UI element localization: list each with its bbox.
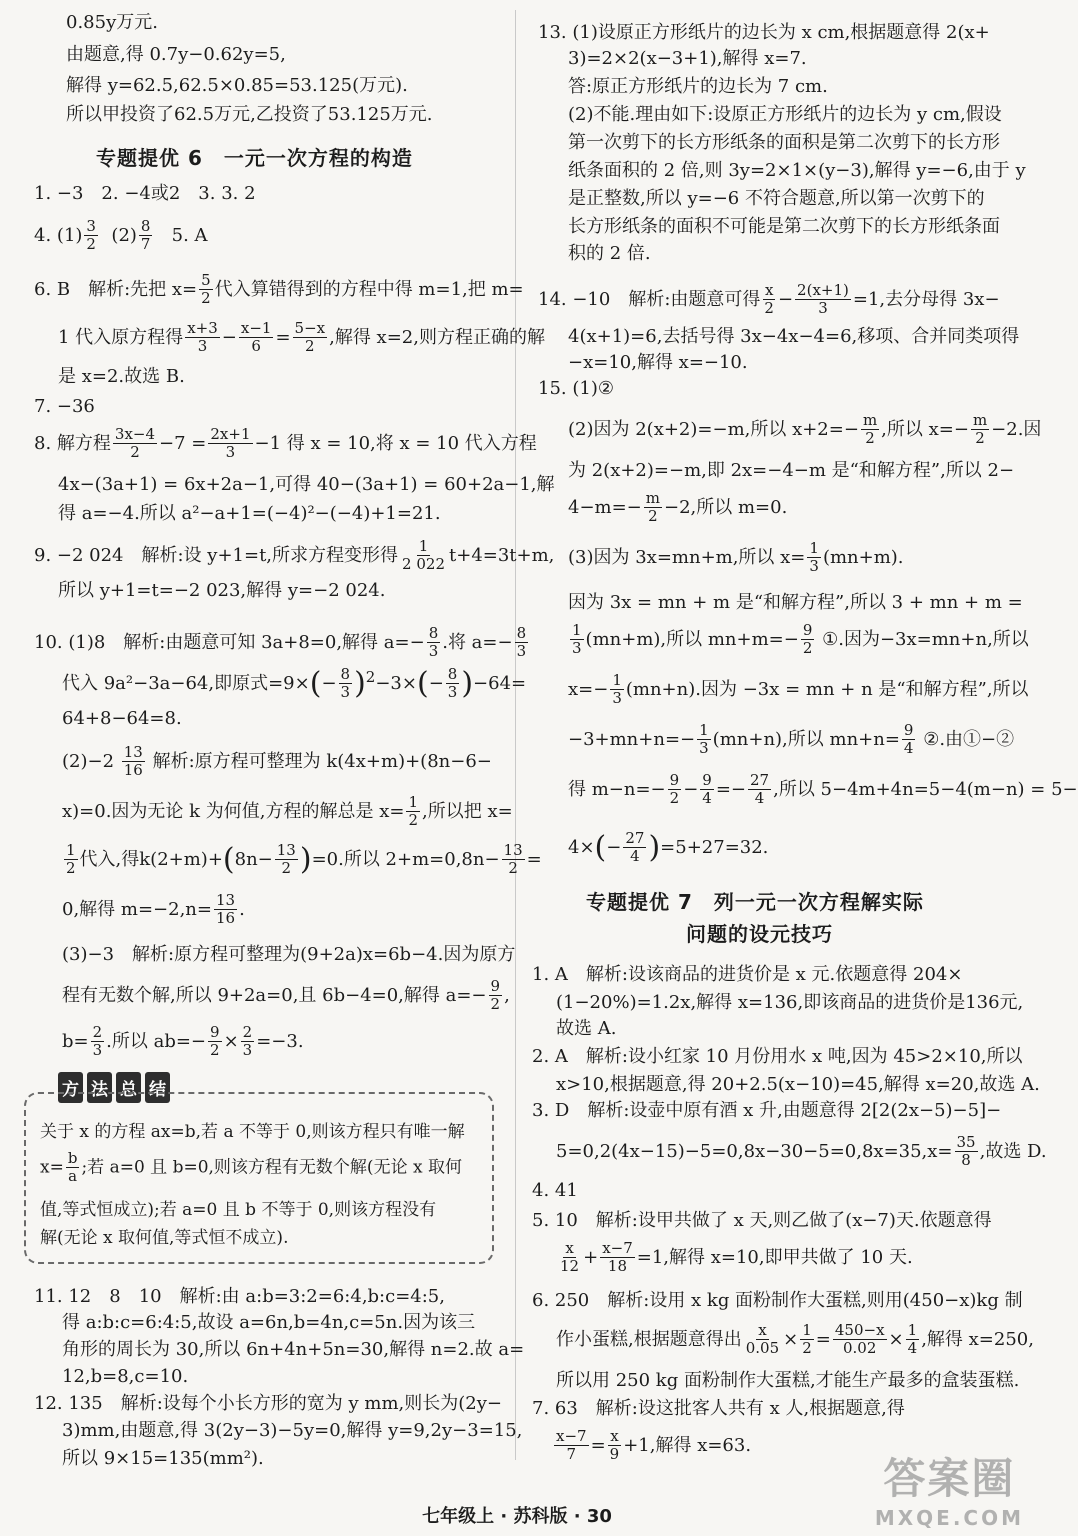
answer-15-part3-line6: 得 m−n=− $\frac{9}{2}$ − $\frac{9}{4}$ =− $\frac{27}{4}$ ,所以 5−4m+4n=5−4(m−n) = 5−	[568, 771, 1078, 808]
answer-1-3: 1. −3 2. −4或2 3. 3. 2	[34, 183, 256, 204]
text-line: 积的 2 倍.	[568, 243, 651, 264]
answer-11-line3: 角形的周长为 30,所以 6n+4n+5n=30,解得 n=2.故 a=	[62, 1339, 525, 1360]
text-line: 所以用 250 kg 面粉制作大蛋糕,才能生产最多的盒装蛋糕.	[556, 1370, 1020, 1391]
answer-8: 8. 解方程 $\frac{3x-4}{2}$ −7 = $\frac{2x+1}{3}$ −1 得 x = 10,将 x = 10 代入方程	[34, 425, 537, 462]
answer-15-part2: (2)因为 2(x+2)=−m,所以 x+2=− $\frac{m}{2}$ ,所以 x=− $\frac{m}{2}$ −2.因	[568, 411, 1042, 448]
answer-10-part2-line4: 0,解得 m=−2,n= $\frac{13}{16}$ .	[62, 891, 245, 928]
practice-6-line2: 作小蛋糕,根据题意得出 $\frac{x}{0.05}$ × $\frac{1}{2}$ = $\frac{450-x}{0.02}$ × $\frac{1}{4}$ ,解得 x=250,	[556, 1321, 1034, 1358]
answer-15-part3-line7: 4×(− $\frac{27}{4}$ )=5+27=32.	[568, 829, 769, 866]
section-6-title: 专题提优 6 一元一次方程的构造	[96, 146, 413, 170]
answer-8-line2: 4x−(3a+1) = 6x+2a−1,可得 40−(3a+1) = 60+2a−1,解	[58, 474, 555, 495]
text-line: 3)=2×2(x−3+1),解得 x=7.	[568, 48, 807, 69]
answer-6-line3: 是 x=2.故选 B.	[58, 366, 185, 387]
practice-7: 7. 63 解析:设这批客人共有 x 人,根据题意,得	[532, 1398, 905, 1419]
text-line: x>10,根据题意,得 20+2.5(x−10)=45,解得 x=20,故选 A.	[556, 1074, 1040, 1095]
answer-15-part2-line3: 4−m=− $\frac{m}{2}$ −2,所以 m=0.	[568, 489, 788, 526]
text-line: (2)不能.理由如下:设原正方形纸片的边长为 y cm,假设	[568, 104, 1002, 125]
answer-15-part3-line3: $\frac{1}{3}$ (mn+m),所以 mn+m=− $\frac{9}{2}$ ①.因为−3x=mn+n,所以	[572, 621, 1029, 658]
text-line: 是正整数,所以 y=−6 不符合题意,所以第一次剪下的	[568, 188, 985, 209]
text-line: 所以甲投资了62.5万元,乙投资了53.125万元.	[66, 104, 433, 125]
answer-7: 7. −36	[34, 396, 95, 417]
text-line: 答:原正方形纸片的边长为 7 cm.	[568, 76, 828, 97]
practice-4: 4. 41	[532, 1180, 578, 1201]
practice-6: 6. 250 解析:设用 x kg 面粉制作大蛋糕,则用(450−x)kg 制	[532, 1290, 1023, 1311]
method-summary-tag: 方 法 总 结	[58, 1072, 170, 1103]
answer-11-line4: 12,b=8,c=10.	[62, 1366, 189, 1387]
text-line: (1−20%)=1.2x,解得 x=136,即该商品的进货价是136元,	[556, 992, 1024, 1013]
practice-3: 3. D 解析:设壶中原有酒 x 升,由题意得 2[2(2x−5)−5]−	[532, 1100, 1002, 1121]
summary-line: 关于 x 的方程 ax=b,若 a 不等于 0,则该方程只有唯一解	[40, 1122, 465, 1142]
summary-line: x= $\frac{b}{a}$ ;若 a=0 且 b=0,则该方程有无数个解(无论 x 取何	[40, 1149, 462, 1186]
answer-8-line3: 得 a=−4.所以 a²−a+1=(−4)²−(−4)+1=21.	[58, 503, 441, 524]
text-line: −x=10,解得 x=−10.	[568, 352, 748, 373]
practice-7-line2: $\frac{x-7}{7}$ = $\frac{x}{9}$ +1,解得 x=63.	[556, 1427, 752, 1464]
answer-12-line3: 所以 9×15=135(mm²).	[62, 1448, 264, 1469]
summary-line: 解(无论 x 取何值,等式恒不成立).	[40, 1228, 289, 1248]
text-line: 故选 A.	[556, 1018, 617, 1039]
text-line: 由题意,得 0.7y−0.62y=5,	[66, 44, 286, 65]
practice-5: 5. 10 解析:设甲共做了 x 天,则乙做了(x−7)天.依题意得	[532, 1210, 992, 1231]
summary-line: 值,等式恒成立);若 a=0 且 b 不等于 0,则该方程没有	[40, 1200, 437, 1220]
answer-10-part3-line2: 程有无数个解,所以 9+2a=0,且 6b−4=0,解得 a=− $\frac{9}{2}$ ,	[62, 977, 510, 1014]
answer-15-part3-line4: x=− $\frac{1}{3}$ (mn+n).因为 −3x = mn + n 是“和解方程”,所以	[568, 671, 1029, 708]
answer-6-line2: 1 代入原方程得 $\frac{x+3}{3}$ − $\frac{x-1}{6}$ = $\frac{5-x}{2}$ ,解得 x=2,则方程正确的解	[58, 319, 545, 356]
answer-10-part2-line3: $\frac{1}{2}$ 代入,得k(2+m)+(8n− $\frac{13}{2}$ )=0.所以 2+m=0,8n− $\frac{13}{2}$ =	[66, 841, 542, 878]
answer-6: 6. B 解析:先把 x= $\frac{5}{2}$ 代入算错得到的方程中得 m=1,把 m=	[34, 271, 524, 308]
page-footer: 七年级上 · 苏科版 · 30	[422, 1506, 612, 1527]
answer-4-5: 4. (1) $\frac{3}{2}$ (2) $\frac{8}{7}$ 5. A	[34, 217, 208, 254]
answer-9: 9. −2 024 解析:设 y+1=t,所求方程变形得 $\frac{1}{2 022}$ t+4=3t+m,	[34, 537, 555, 574]
answer-10-part2-line2: x)=0.因为无论 k 为何值,方程的解总是 x= $\frac{1}{2}$ ,所以把 x=	[62, 793, 513, 830]
section-7-title-line2: 问题的设元技巧	[686, 922, 833, 946]
text-line: 第一次剪下的长方形纸条的面积是第二次剪下的长方形	[568, 132, 1000, 153]
practice-5-line2: $\frac{x}{12}$ + $\frac{x-7}{18}$ =1,解得 x=10,即甲共做了 10 天.	[560, 1239, 913, 1276]
answer-14: 14. −10 解析:由题意可得 $\frac{x}{2}$ − $\frac{2(x+1)}{3}$ =1,去分母得 3x−	[538, 281, 1000, 318]
section-7-title: 专题提优 7 列一元一次方程解实际	[586, 890, 924, 914]
column-divider	[515, 10, 516, 1460]
answer-12: 12. 135 解析:设每个小长方形的宽为 y mm,则长为(2y−	[34, 1393, 502, 1414]
answer-15-part3: (3)因为 3x=mn+m,所以 x= $\frac{1}{3}$ (mn+m).	[568, 539, 904, 576]
text-line: 长方形纸条的面积不可能是第二次剪下的长方形纸条面	[568, 216, 1000, 237]
answer-10-part3: (3)−3 解析:原方程可整理为(9+2a)x=6b−4.因为原方	[62, 944, 516, 965]
answer-10-part2: (2)−2 $\frac{13}{16}$ 解析:原方程可整理为 k(4x+m)+(8n−6−	[62, 743, 492, 780]
answer-12-line2: 3)mm,由题意,得 3(2y−3)−5y=0,解得 y=9,2y−3=15,	[62, 1420, 523, 1441]
answer-10: 10. (1)8 解析:由题意可知 3a+8=0,解得 a=− $\frac{8}{3}$ .将 a=− $\frac{8}{3}$	[34, 624, 527, 661]
answer-9-line2: 所以 y+1=t=−2 023,解得 y=−2 024.	[58, 580, 386, 601]
answer-15: 15. (1)②	[538, 378, 614, 399]
watermark-logo: 答案圈 MXQE.COM	[874, 1454, 1024, 1530]
text-line: 解得 y=62.5,62.5×0.85=53.125(万元).	[66, 75, 408, 96]
practice-3-line2: 5=0,2(4x−15)−5=0,8x−30−5=0,8x=35,x= $\frac{35}{8}$ ,故选 D.	[556, 1133, 1047, 1170]
answer-13: 13. (1)设原正方形纸片的边长为 x cm,根据题意得 2(x+	[538, 22, 990, 43]
answer-11-line2: 得 a:b:c=6:4:5,故设 a=6n,b=4n,c=5n.因为该三	[62, 1312, 476, 1333]
answer-10-line2: 代入 9a²−3a−64,即原式=9×(− $\frac{8}{3}$ )$^2$−3×(− $\frac{8}{3}$ )−64=	[62, 665, 527, 702]
practice-2: 2. A 解析:设小红家 10 月份用水 x 吨,因为 45>2×10,所以	[532, 1046, 1023, 1067]
text-line: 4(x+1)=6,去括号得 3x−4x−4=6,移项、合并同类项得	[568, 326, 1020, 347]
text-line: 为 2(x+2)=−m,即 2x=−4−m 是“和解方程”,所以 2−	[568, 460, 1015, 481]
answer-11: 11. 12 8 10 解析:由 a:b=3:2=6:4,b:c=4:5,	[34, 1286, 445, 1307]
practice-1: 1. A 解析:设该商品的进货价是 x 元.依题意得 204×	[532, 964, 963, 985]
answer-10-line3: 64+8−64=8.	[62, 708, 182, 729]
text-line: 因为 3x = mn + m 是“和解方程”,所以 3 + mn + m =	[568, 592, 1023, 613]
text-line: 纸条面积的 2 倍,则 3y=2×1×(y−3),解得 y=−6,由于 y	[568, 160, 1026, 181]
text-line: 0.85y万元.	[66, 12, 158, 33]
answer-15-part3-line5: −3+mn+n=− $\frac{1}{3}$ (mn+n),所以 mn+n= $\frac{9}{4}$ ②.由①−②	[568, 721, 1015, 758]
answer-10-part3-line3: b= $\frac{2}{3}$ .所以 ab=− $\frac{9}{2}$ × $\frac{2}{3}$ =−3.	[62, 1023, 304, 1060]
